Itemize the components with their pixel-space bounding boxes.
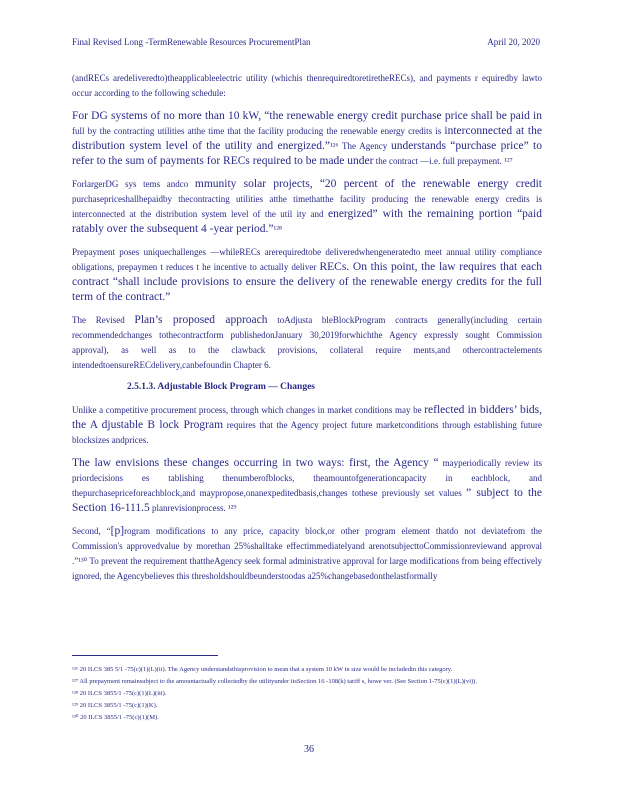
text-run: The Revised <box>72 315 135 325</box>
footnote-divider <box>72 655 218 656</box>
text-run: ¹²⁸ <box>273 224 283 234</box>
header-title: Final Revised Long -TermRenewable Resources ProcurementPlan <box>72 37 311 47</box>
paragraphs-block-2 <box>72 402 542 583</box>
paragraph <box>72 312 542 372</box>
text-run: (andRECs aredeliveredto)theapplicableelectric utility (whichis thenrequiredtoretiretheRECs), and payments r equiredby lawto occur according to the following schedule: <box>72 73 542 98</box>
text-run: understands “purchase price” to refer to the sum of payments for RECs required to be made under <box>72 140 542 167</box>
footnote: ¹²⁸ 20 ILCS 3855/1 -75(c)(1)(L)(iii). <box>72 690 167 697</box>
footnotes <box>72 665 542 725</box>
text-run: planrevisionprocess. ¹²⁹ <box>149 503 237 513</box>
text-run: the contract —i.e. full prepayment. ¹²⁷ <box>373 156 513 166</box>
section-heading: 2.5.1.3. Adjustable Block Program — Changes <box>127 382 315 392</box>
paragraph <box>72 402 542 447</box>
text-run: ” subject to the Section 16-111.5 <box>72 487 542 514</box>
text-run: ForlargerDG sys tems andco <box>72 179 195 189</box>
page-number: 36 <box>304 744 314 755</box>
main-content <box>72 70 542 591</box>
text-run: The law envisions these changes occurring in two ways: first, the Agency “ <box>72 457 439 469</box>
text-run: toAdjusta bleBlockProgram contracts generally(including certain recommendedchanges tothecontractform publishedonJanuary 30,2019forwhichthe Agency expressly sought Commission approval), as well as to the clawback provisions, collateral require ments,and othercontractelements intendedtoensureRECdelivery,canbefoundin Chapter 6. <box>72 315 542 370</box>
text-run: mmunity solar projects, “20 percent of the renewable energy credit <box>194 178 542 190</box>
text-run: For DG systems of no more than 10 kW, “the renewable energy credit purchase price shall be paid in <box>72 110 542 122</box>
text-run: reflected in bidders’ bids, the A djustable B lock Program <box>72 404 542 431</box>
text-run: purchasepriceshallbepaidby thecontracting utilities atthe timethatthe facility producing the renewable energy credits is interconnected at the distribution system level of the util ity and <box>72 194 542 219</box>
text-run: [p] <box>110 525 125 537</box>
paragraph <box>72 108 542 168</box>
text-run: ¹²⁶ The Agency <box>329 141 391 151</box>
header-date: April 20, 2020 <box>487 37 540 47</box>
paragraph <box>72 523 542 583</box>
paragraph <box>72 70 542 100</box>
text-run: Prepayment poses uniquechallenges —whileRECs arerequiredtobe deliveredwhengeneratedto meet annual utility compliance obligations, prepaymen t reduces t he incentive to actually deliver <box>72 247 542 272</box>
text-run: rogram modifications to any price, capacity block,or other program element thatdo not deviatefrom the Commission's approvedvalue by morethan 25%shalltake effectimmediatelyand arenotsubjecttoCommissionreviewand approval .”¹³⁰ To prevent the requirement thattheAgency seek formal administrative approval for large modifications from being effectively ignored, the Agencybelieves this thresholdshouldbeunderstoodas a25%changebasedonthelastformally <box>72 526 542 581</box>
text-run: interconnected at the distribution system level of the utility and energized.” <box>72 125 542 152</box>
text-run: energized” with the remaining portion “paid ratably over the subsequent 4 -year period.” <box>72 208 542 235</box>
footnote: ¹²⁶ 20 ILCS 385 5/1 -75(c)(1)(L)(ii). The Agency understandsthisprovision to mean that a system 10 kW in size would be includedin this category. <box>72 666 453 673</box>
paragraph <box>72 455 542 515</box>
text-run: requires that the Agency project future marketconditions through establishing future blocksizes andprices. <box>72 420 542 445</box>
text-run: Unlike a competitive procurement process, through which changes in market conditions may be <box>72 405 425 415</box>
paragraph <box>72 244 542 304</box>
text-run: Plan’s proposed approach <box>134 314 268 326</box>
paragraphs-block-1 <box>72 70 542 372</box>
footnote: ¹³⁰ 20 ILCS 3855/1 -75(c)(1)(M). <box>72 714 159 721</box>
footnote: ¹²⁷ All prepayment remainsubject to the amountactually collectedby the utilityunder itsSection 16 -108(k) tariff s, howe ver. (See Section 1-75(c)(1)(L)(vi)). <box>72 678 477 685</box>
text-run: mayperiodically review its priordecisions es tablishing thenumberofblocks, theamountofgenerationcapacity in eachblock, and thepurchasepriceforeachblock,and maypropose,onanexpeditedbasis,changes tothese previously set values <box>72 458 542 498</box>
footnote: ¹²⁹ 20 ILCS 3855/1 -75(c)(1)(K). <box>72 702 158 709</box>
paragraph <box>72 176 542 236</box>
text-run: Second, “ <box>72 526 111 536</box>
page-header <box>72 37 540 47</box>
text-run: full by the contracting utilities atthe time that the facility producing the renewable energy credits is <box>72 126 445 136</box>
text-run: RECs. On this point, the law requires that each contract “shall include provisions to ensure the delivery of the renewable energy credits for the full term of the contract.” <box>72 261 543 303</box>
